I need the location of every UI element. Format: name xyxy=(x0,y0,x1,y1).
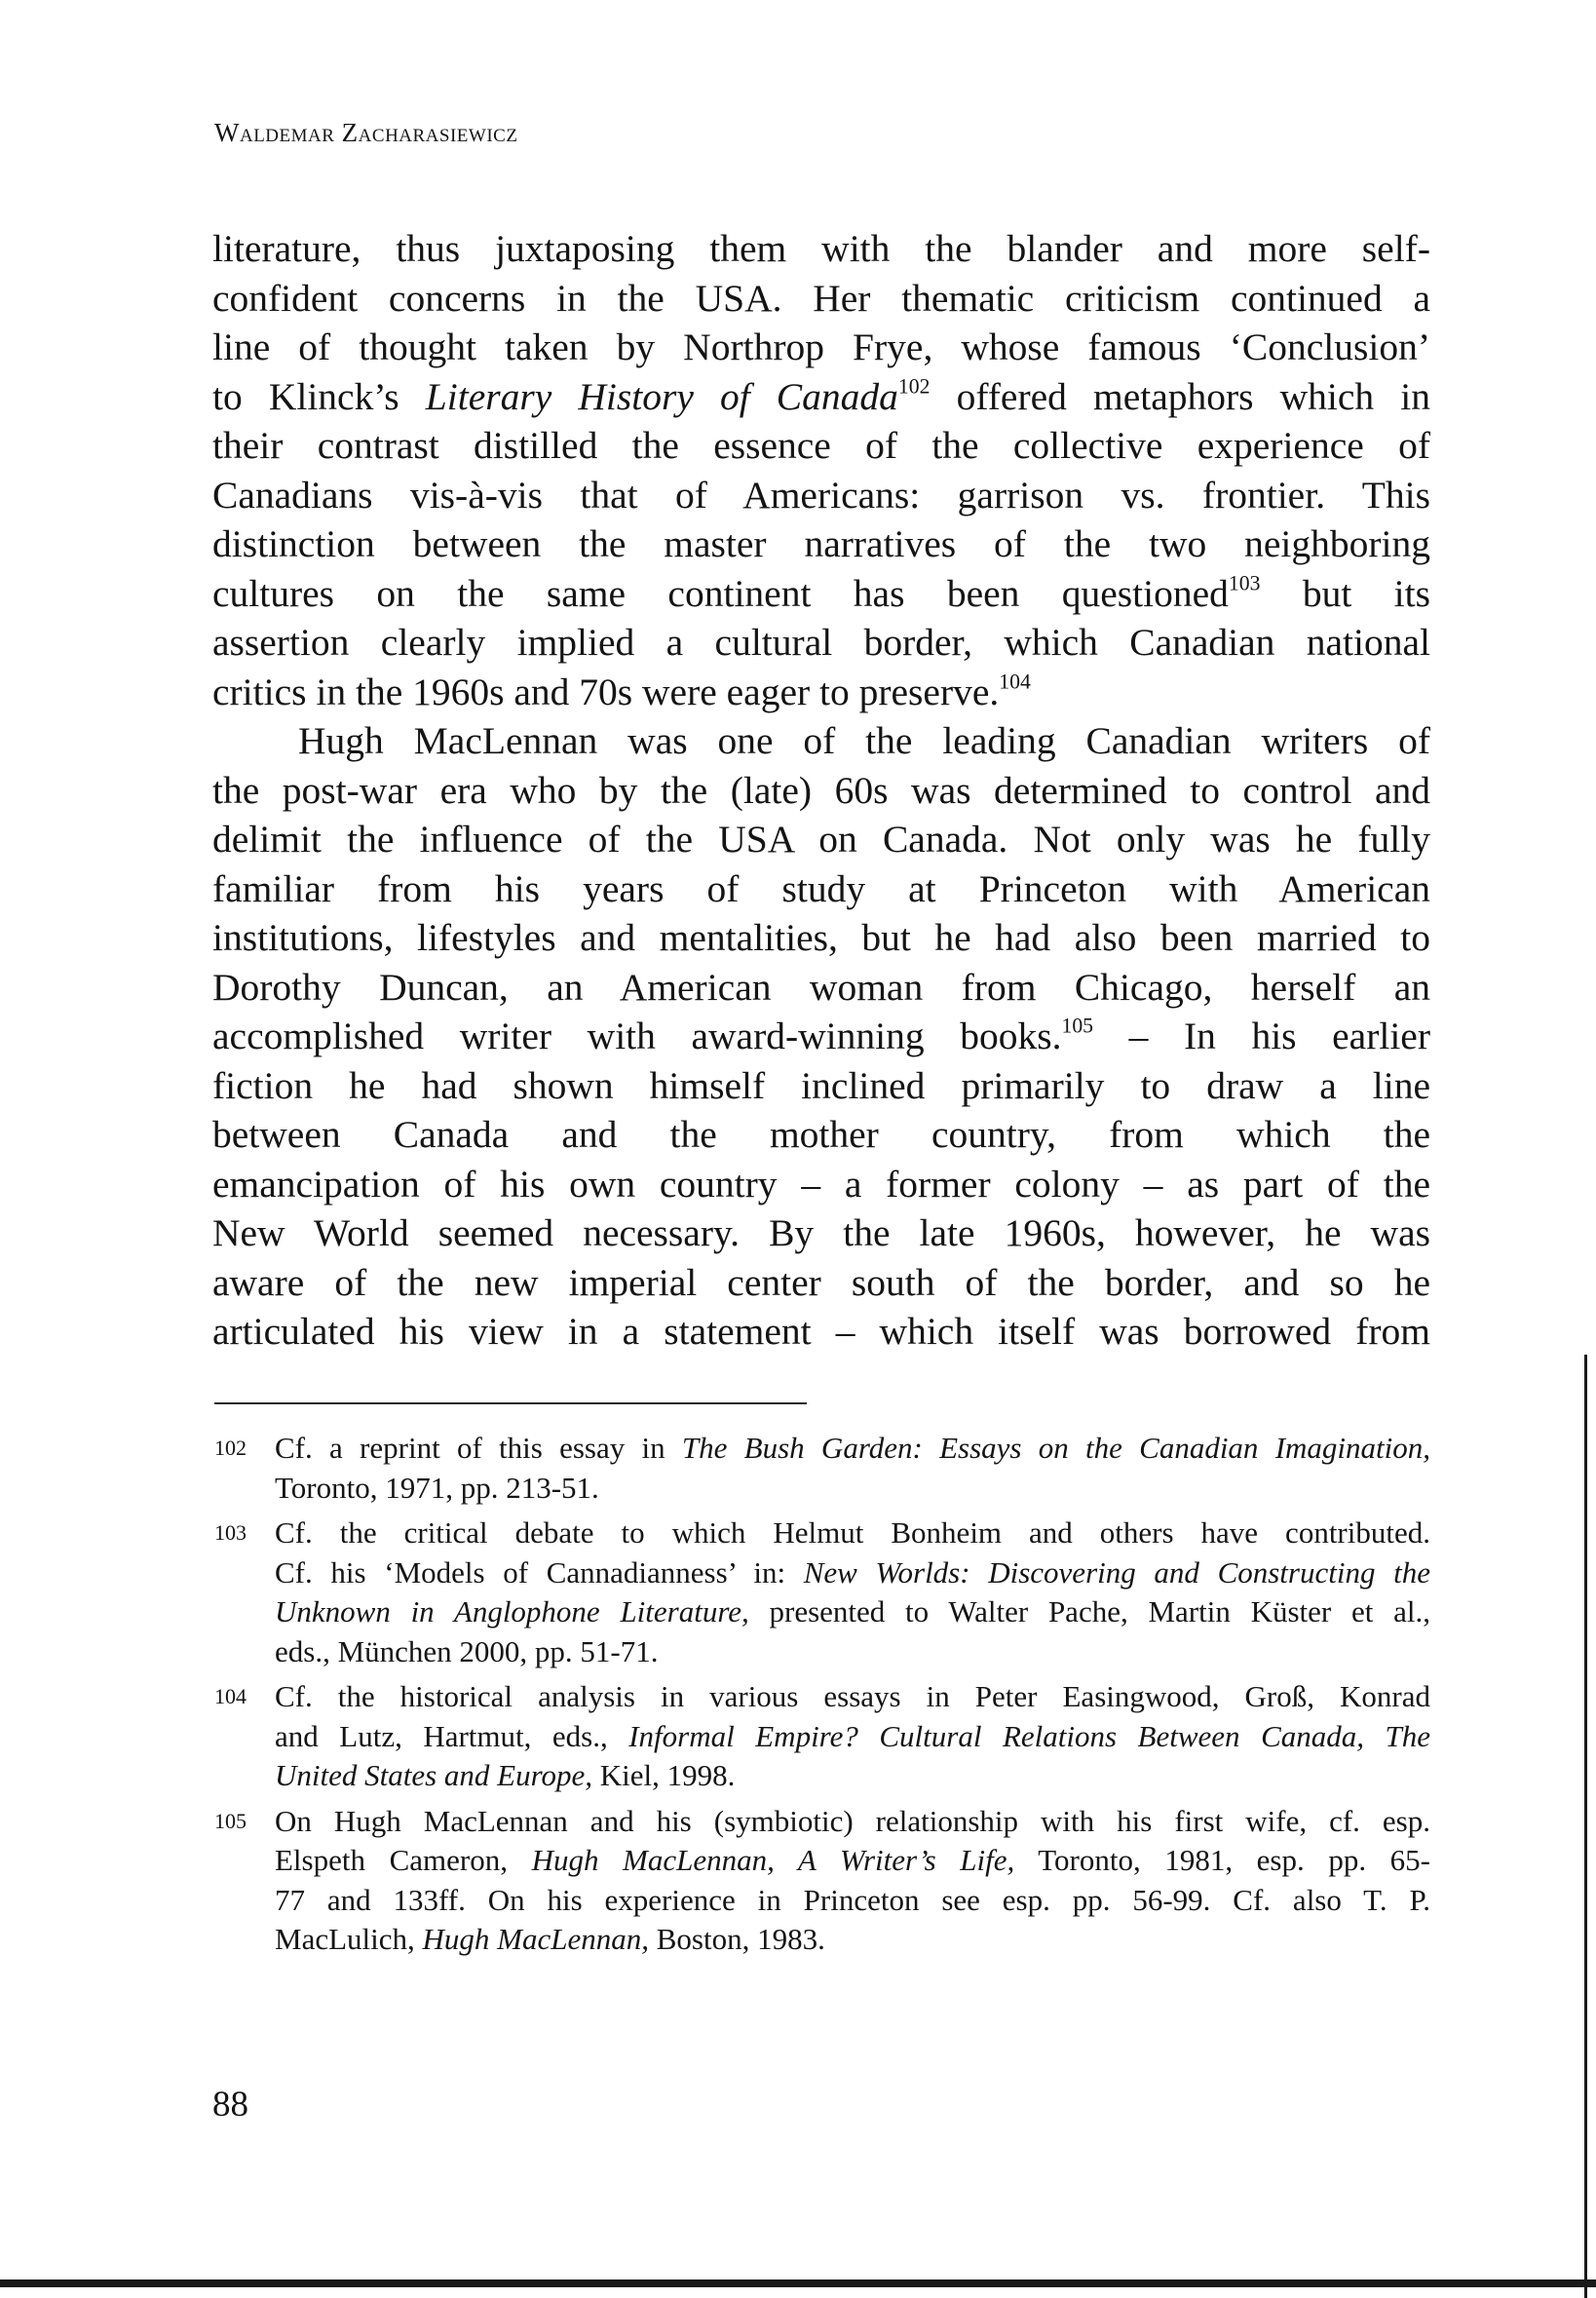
italic-title: Hugh MacLennan, xyxy=(422,1922,649,1956)
text-run: Cf. the critical debate to which Helmut Bonheim and others have contributed. xyxy=(275,1515,1430,1550)
footnote-line xyxy=(275,1553,1430,1593)
footnote-line xyxy=(275,1429,1430,1469)
text-run: Cf. the historical analysis in various essays in Peter Easingwood, Groß, Konrad xyxy=(275,1679,1430,1713)
footnote-103 xyxy=(214,1513,1430,1671)
text-run: but its xyxy=(1260,571,1431,615)
footnote-line xyxy=(275,1881,1430,1921)
text-run: offered metaphors which in xyxy=(930,374,1431,418)
footnote-line xyxy=(275,1802,1430,1842)
italic-title: United States and Europe, xyxy=(275,1758,593,1792)
text-run: Toronto, 1981, esp. pp. 65- xyxy=(1014,1843,1431,1877)
body-text-line xyxy=(212,569,1430,619)
text-run: 77 and 133ff. On his experience in Princeton see esp. pp. 56-99. Cf. also T. P. xyxy=(275,1882,1430,1917)
body-text-line: familiar from his years of study at Princeton with American xyxy=(212,866,1430,910)
footnote-line xyxy=(275,1469,1430,1509)
body-text-line: confident concerns in the USA. Her thematic criticism continued a xyxy=(212,276,1430,320)
body-text-line: aware of the new imperial center south of the border, and so he xyxy=(212,1260,1430,1304)
text-run: eds., München 2000, pp. 51-71. xyxy=(275,1633,659,1668)
footnote-line xyxy=(275,1756,1430,1796)
footnote-separator-rule xyxy=(214,1402,807,1404)
footnote-line xyxy=(275,1920,1430,1960)
italic-title: The Bush Garden: Essays on the Canadian Imagination, xyxy=(681,1431,1430,1465)
text-run: – In his earlier xyxy=(1093,1015,1430,1057)
footnote-line xyxy=(275,1717,1430,1757)
body-text-line: between Canada and the mother country, from which the xyxy=(212,1113,1430,1156)
text-run: presented to Walter Pache, Martin Küster et al., xyxy=(748,1594,1430,1628)
text-run: critics in the 1960s and 70s were eager to preserve. xyxy=(212,670,1000,713)
footnote-line xyxy=(275,1677,1430,1717)
running-head-author: Waldemar Zacharasiewicz xyxy=(214,118,518,147)
footnotes xyxy=(214,1429,1430,1966)
text-run: Cf. a reprint of this essay in xyxy=(275,1431,682,1465)
footnote-102 xyxy=(214,1429,1430,1508)
text-run: accomplished writer with award-winning books. xyxy=(212,1015,1062,1057)
text-run: Cf. his ‘Models of Cannadianness’ in: xyxy=(275,1554,804,1589)
footnote-reference: 104 xyxy=(999,670,1031,694)
body-text-line: assertion clearly implied a cultural border, which Canadian national xyxy=(212,621,1430,664)
body-text-line: articulated his view in a statement – which itself was borrowed from xyxy=(212,1310,1430,1353)
page-number: 88 xyxy=(212,2085,248,2125)
body-text-line: institutions, lifestyles and mentalities, but he had also been married to xyxy=(212,916,1430,959)
footnote-reference: 103 xyxy=(1228,571,1261,595)
body-text-line: literature, thus juxtaposing them with the blander and more self- xyxy=(212,227,1430,270)
text-run: Kiel, 1998. xyxy=(592,1758,736,1792)
body-text-line: line of thought taken by Northrop Frye, whose famous ‘Conclusion’ xyxy=(212,326,1430,368)
italic-title: Literary History of Canada xyxy=(425,374,898,418)
body-text-line: their contrast distilled the essence of the collective experience of xyxy=(212,424,1430,467)
italic-title: Informal Empire? Cultural Relations Between Canada, The xyxy=(628,1718,1430,1753)
body-text-line: delimit the influence of the USA on Canada. Not only was he fully xyxy=(212,818,1430,861)
body-text-line xyxy=(212,372,1430,422)
body-text-line: fiction he had shown himself inclined primarily to draw a line xyxy=(212,1063,1430,1107)
footnote-number: 103 xyxy=(214,1520,247,1545)
footnote-line xyxy=(275,1513,1430,1553)
text-run: Boston, 1983. xyxy=(649,1922,825,1956)
text-run: Toronto, 1971, pp. 213-51. xyxy=(275,1470,599,1505)
body-text-line: emancipation of his own country – a former colony – as part of the xyxy=(212,1162,1430,1206)
footnote-number: 102 xyxy=(214,1436,247,1460)
footnote-line xyxy=(275,1632,1430,1672)
body-text-line: distinction between the master narratives of the two neighboring xyxy=(212,522,1430,565)
body-text-line: Hugh MacLennan was one of the leading Canadian writers of xyxy=(298,719,1430,762)
text-run: cultures on the same continent has been questioned xyxy=(212,571,1229,615)
body-text-line: Dorothy Duncan, an American woman from Chicago, herself an xyxy=(212,965,1430,1009)
footnote-104 xyxy=(214,1677,1430,1796)
italic-title: Hugh MacLennan, A Writer’s Life, xyxy=(531,1843,1015,1877)
scan-edge-bottom xyxy=(0,2279,1596,2287)
italic-title: Unknown in Anglophone Literature, xyxy=(275,1594,749,1628)
scan-edge-right xyxy=(1584,1355,1587,2298)
footnote-number: 104 xyxy=(214,1684,247,1708)
text-run: On Hugh MacLennan and his (symbiotic) relationship with his first wife, cf. esp. xyxy=(275,1803,1430,1838)
text-run: and Lutz, Hartmut, eds., xyxy=(275,1718,629,1753)
body-text-line: New World seemed necessary. By the late 1960s, however, he was xyxy=(212,1211,1430,1254)
body-text-line: the post-war era who by the (late) 60s was determined to control and xyxy=(212,768,1430,812)
text-run: to Klinck’s xyxy=(212,374,426,418)
footnote-line xyxy=(275,1841,1430,1881)
main-text xyxy=(212,224,1430,1357)
body-text-line: Canadians vis-à-vis that of Americans: garrison vs. frontier. This xyxy=(212,473,1430,517)
body-text-line xyxy=(212,668,1430,717)
text-run: MacLulich, xyxy=(275,1922,423,1956)
text-run: Elspeth Cameron, xyxy=(275,1843,532,1877)
footnote-reference: 102 xyxy=(897,374,931,399)
footnote-line xyxy=(275,1592,1430,1632)
italic-title: New Worlds: Discovering and Constructing the xyxy=(803,1554,1430,1589)
footnote-number: 105 xyxy=(214,1808,247,1833)
body-text-line xyxy=(212,1012,1430,1061)
footnote-reference: 105 xyxy=(1061,1014,1094,1038)
footnote-105 xyxy=(214,1802,1430,1960)
